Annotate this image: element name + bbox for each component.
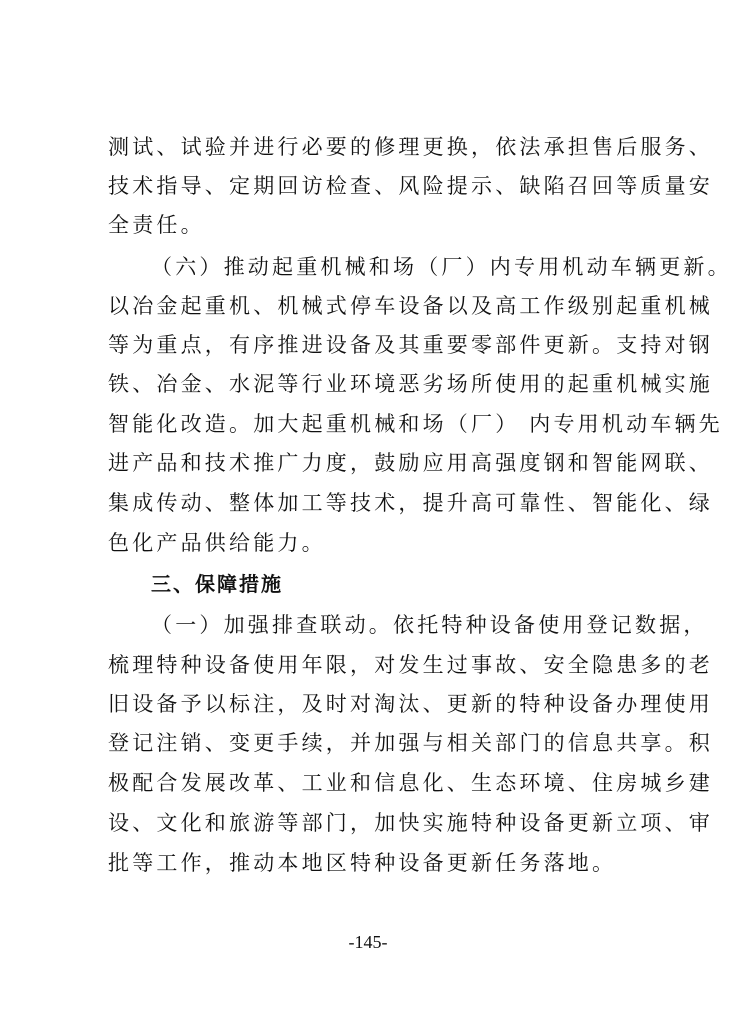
paragraph-line: 色化产品供给能力。 bbox=[108, 531, 326, 555]
paragraph-line: 技术指导、定期回访检查、风险提示、缺陷召回等质量安 bbox=[108, 174, 713, 198]
paragraph-line: 全责任。 bbox=[108, 213, 205, 237]
paragraph-line: （一）加强排查联动。依托特种设备使用登记数据， bbox=[151, 613, 708, 637]
paragraph-line: （六）推动起重机械和场（厂）内专用机动车辆更新。 bbox=[151, 255, 732, 279]
paragraph-line: 智能化改造。加大起重机械和场（厂） 内专用机动车辆先 bbox=[108, 412, 723, 436]
page-number: -145- bbox=[348, 932, 388, 952]
section-heading: 三、保障措施 bbox=[151, 572, 283, 596]
paragraph-line: 批等工作，推动本地区特种设备更新任务落地。 bbox=[108, 851, 617, 875]
paragraph-line: 设、文化和旅游等部门，加快实施特种设备更新立项、审 bbox=[108, 811, 713, 835]
paragraph-line: 登记注销、变更手续，并加强与相关部门的信息共享。积 bbox=[108, 731, 713, 755]
paragraph-line: 测试、试验并进行必要的修理更换，依法承担售后服务、 bbox=[108, 135, 713, 159]
paragraph-line: 进产品和技术推广力度，鼓励应用高强度钢和智能网联、 bbox=[108, 451, 713, 475]
paragraph-line: 铁、冶金、水泥等行业环境恶劣场所使用的起重机械实施 bbox=[108, 372, 713, 396]
paragraph-line: 旧设备予以标注，及时对淘汰、更新的特种设备办理使用 bbox=[108, 692, 713, 716]
paragraph-line: 等为重点，有序推进设备及其重要零部件更新。支持对钢 bbox=[108, 333, 713, 357]
paragraph-line: 集成传动、整体加工等技术，提升高可靠性、智能化、绿 bbox=[108, 491, 713, 515]
paragraph-line: 极配合发展改革、工业和信息化、生态环境、住房城乡建 bbox=[108, 771, 713, 795]
paragraph-line: 以冶金起重机、机械式停车设备以及高工作级别起重机械 bbox=[108, 294, 713, 318]
paragraph-line: 梳理特种设备使用年限，对发生过事故、安全隐患多的老 bbox=[108, 653, 713, 677]
